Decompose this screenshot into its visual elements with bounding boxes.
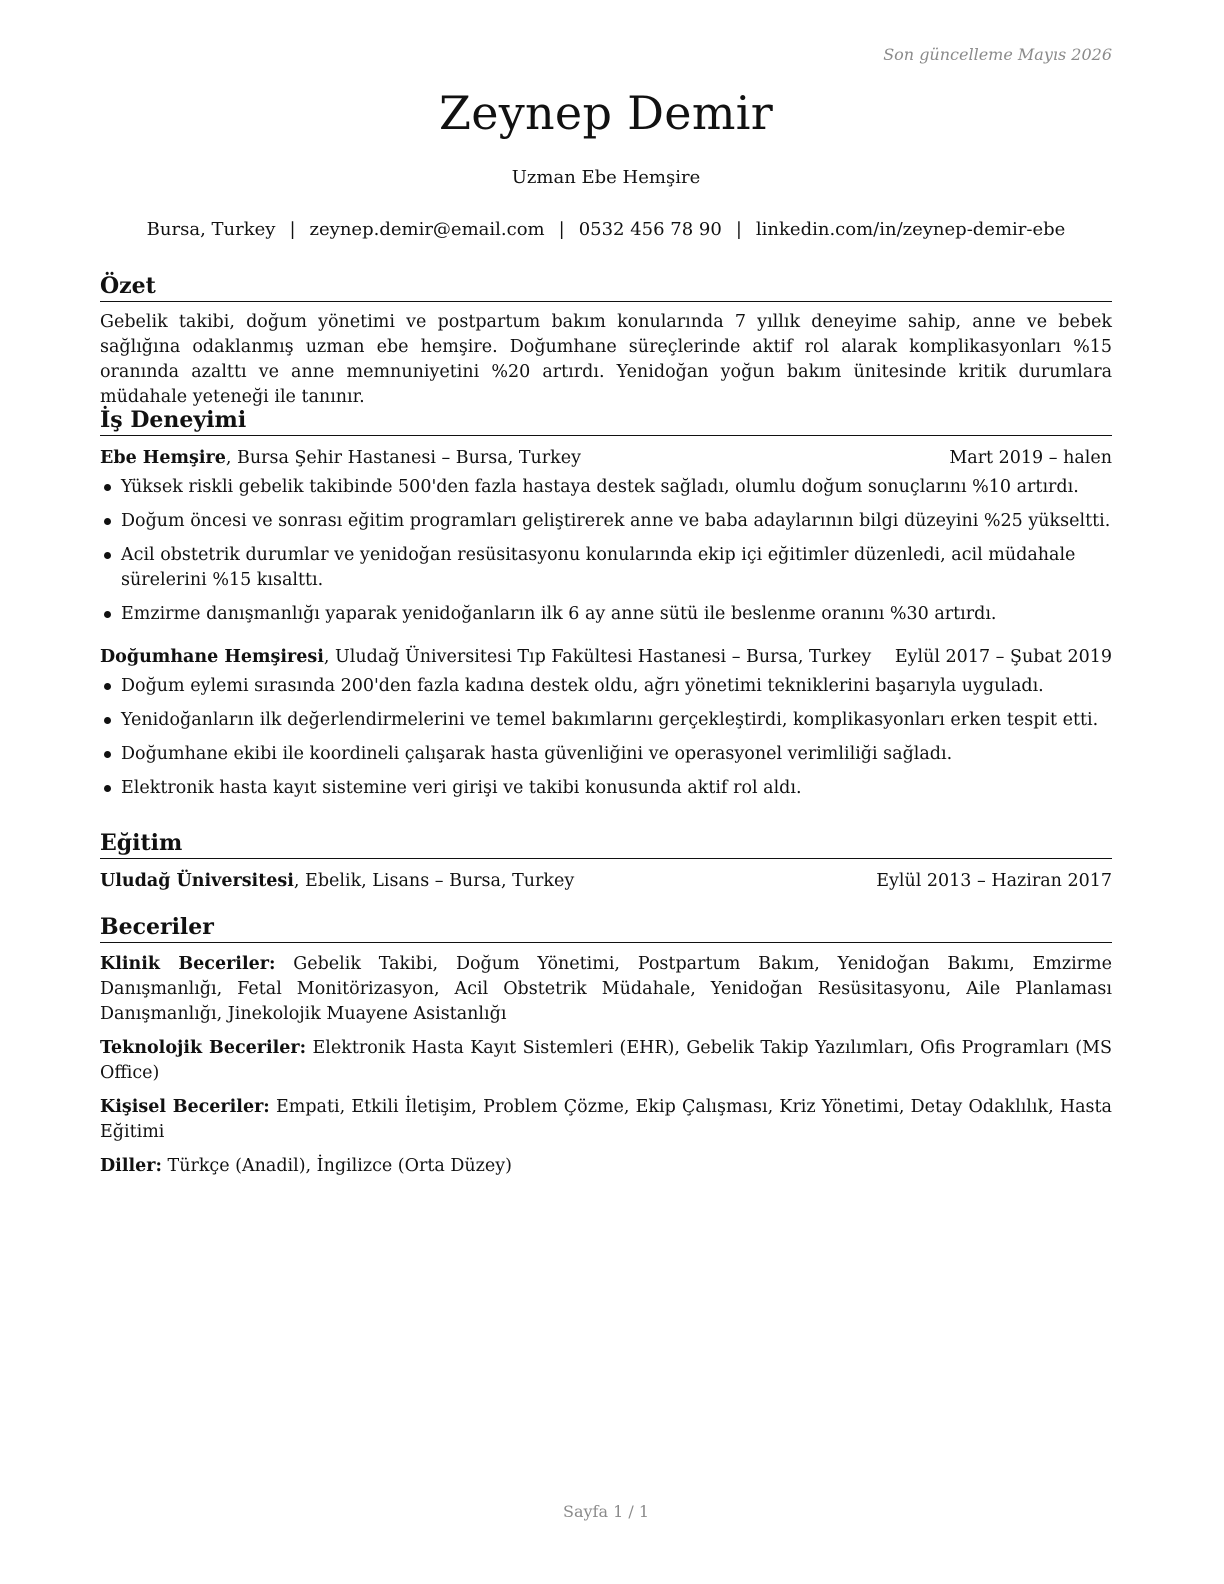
contact-location: Bursa, Turkey [146, 219, 276, 240]
contact-separator: | [558, 219, 565, 240]
candidate-name: Zeynep Demir [438, 86, 774, 140]
job-dates: Mart 2019 – halen [949, 448, 1112, 468]
education-dates: Eylül 2013 – Haziran 2017 [876, 871, 1112, 891]
education-entry [100, 869, 1112, 894]
summary-section [100, 272, 1112, 410]
education-school: Uludağ Üniversitesi [100, 871, 294, 891]
summary-text: Gebelik takibi, doğum yönetimi ve postpartum bakım konularında 7 yıllık deneyime sahip, anne ve bebek sağlığına odaklanmış uzman ebe hemşire. Doğumhane süreçlerinde aktif rol alarak komplikasyonları %15 oranında azalttı ve anne memnuniyetini %20 artırdı. Yenidoğan yoğun bakım ünitesinde kritik durumlara müdahale yeteneği ile tanınır. [100, 312, 1112, 407]
contact-phone[interactable]: 0532 456 78 90 [578, 219, 722, 240]
page-number: Sayfa 1 / 1 [562, 1502, 649, 1521]
skill-group-value: Elektronik Hasta Kayıt Sistemleri (EHR), Gebelik Takip Yazılımları, Ofis Programları (MS Office) [100, 1038, 1112, 1083]
job-dates: Eylül 2017 – Şubat 2019 [894, 647, 1112, 667]
skill-group-label: Klinik Beceriler: [100, 954, 276, 974]
job-bullet: Acil obstetrik durumlar ve yenidoğan resüsitasyonu konularında ekip içi eğitimler düzenledi, acil müdahale sürelerini %15 kısalttı. [100, 543, 1112, 593]
job-bullet: Yenidoğanların ilk değerlendirmelerini ve temel bakımlarını gerçekleştirdi, komplikasyonları erken tespit etti. [100, 708, 1112, 733]
resume-page [100, 0, 1112, 1584]
skills-section [100, 913, 1112, 1179]
skill-group [100, 1095, 1112, 1145]
skill-group-value: Gebelik Takibi, Doğum Yönetimi, Postpartum Bakım, Yenidoğan Bakımı, Emzirme Danışmanlığı, Fetal Monitörizasyon, Acil Obstetrik Müdahale, Yenidoğan Resüsitasyonu, Aile Planlaması Danışmanlığı, Jinekolojik Muayene Asistanlığı [100, 954, 1112, 1024]
job-org: , Uludağ Üniversitesi Tıp Fakültesi Hastanesi – Bursa, Turkey [323, 647, 872, 667]
contact-linkedin[interactable]: linkedin.com/in/zeynep-demir-ebe [755, 219, 1066, 240]
skills-heading: Beceriler [100, 913, 1112, 943]
contact-email[interactable]: zeynep.demir@email.com [309, 219, 545, 240]
job-bullet: Yüksek riskli gebelik takibinde 500'den fazla hastaya destek sağladı, olumlu doğum sonuçlarını %10 artırdı. [100, 475, 1112, 500]
job-bullet: Doğum eylemi sırasında 200'den fazla kadına destek oldu, ağrı yönetimi tekniklerini başarıyla uyguladı. [100, 674, 1112, 699]
last-updated: Son güncelleme Mayıs 2026 [883, 45, 1112, 64]
skill-group-value: Türkçe (Anadil), İngilizce (Orta Düzey) [167, 1156, 512, 1176]
job-bullets [100, 475, 1112, 627]
job-bullets [100, 674, 1112, 801]
job-role: Ebe Hemşire [100, 448, 226, 468]
contact-line [100, 219, 1112, 240]
summary-heading: Özet [100, 272, 1112, 302]
job-header [100, 446, 1112, 471]
skill-group-label: Teknolojik Beceriler: [100, 1038, 307, 1058]
experience-section [100, 406, 1112, 810]
skill-group [100, 1036, 1112, 1086]
education-section [100, 829, 1112, 894]
education-heading: Eğitim [100, 829, 1112, 859]
job-header [100, 645, 1112, 670]
experience-heading: İş Deneyimi [100, 406, 1112, 436]
skill-group-value: Empati, Etkili İletişim, Problem Çözme, Ekip Çalışması, Kriz Yönetimi, Detay Odaklılık, Hasta Eğitimi [100, 1097, 1112, 1142]
job-bullet: Emzirme danışmanlığı yaparak yenidoğanların ilk 6 ay anne sütü ile beslenme oranını %30 artırdı. [100, 602, 1112, 627]
skill-group [100, 952, 1112, 1027]
job-bullet: Doğum öncesi ve sonrası eğitim programları geliştirerek anne ve baba adaylarının bilgi düzeyini %25 yükseltti. [100, 509, 1112, 534]
job-entry [100, 645, 1112, 801]
job-bullet: Doğumhane ekibi ile koordineli çalışarak hasta güvenliğini ve operasyonel verimliliği sağladı. [100, 742, 1112, 767]
contact-separator: | [289, 219, 296, 240]
job-bullet: Elektronik hasta kayıt sistemine veri girişi ve takibi konusunda aktif rol aldı. [100, 776, 1112, 801]
education-detail: , Ebelik, Lisans – Bursa, Turkey [293, 871, 575, 891]
candidate-title: Uzman Ebe Hemşire [511, 167, 701, 188]
job-role: Doğumhane Hemşiresi [100, 647, 324, 667]
job-org: , Bursa Şehir Hastanesi – Bursa, Turkey [225, 448, 581, 468]
skill-group-label: Diller: [100, 1156, 162, 1176]
contact-separator: | [735, 219, 742, 240]
skill-group [100, 1154, 1112, 1179]
job-entry [100, 446, 1112, 627]
skill-group-label: Kişisel Beceriler: [100, 1097, 270, 1117]
